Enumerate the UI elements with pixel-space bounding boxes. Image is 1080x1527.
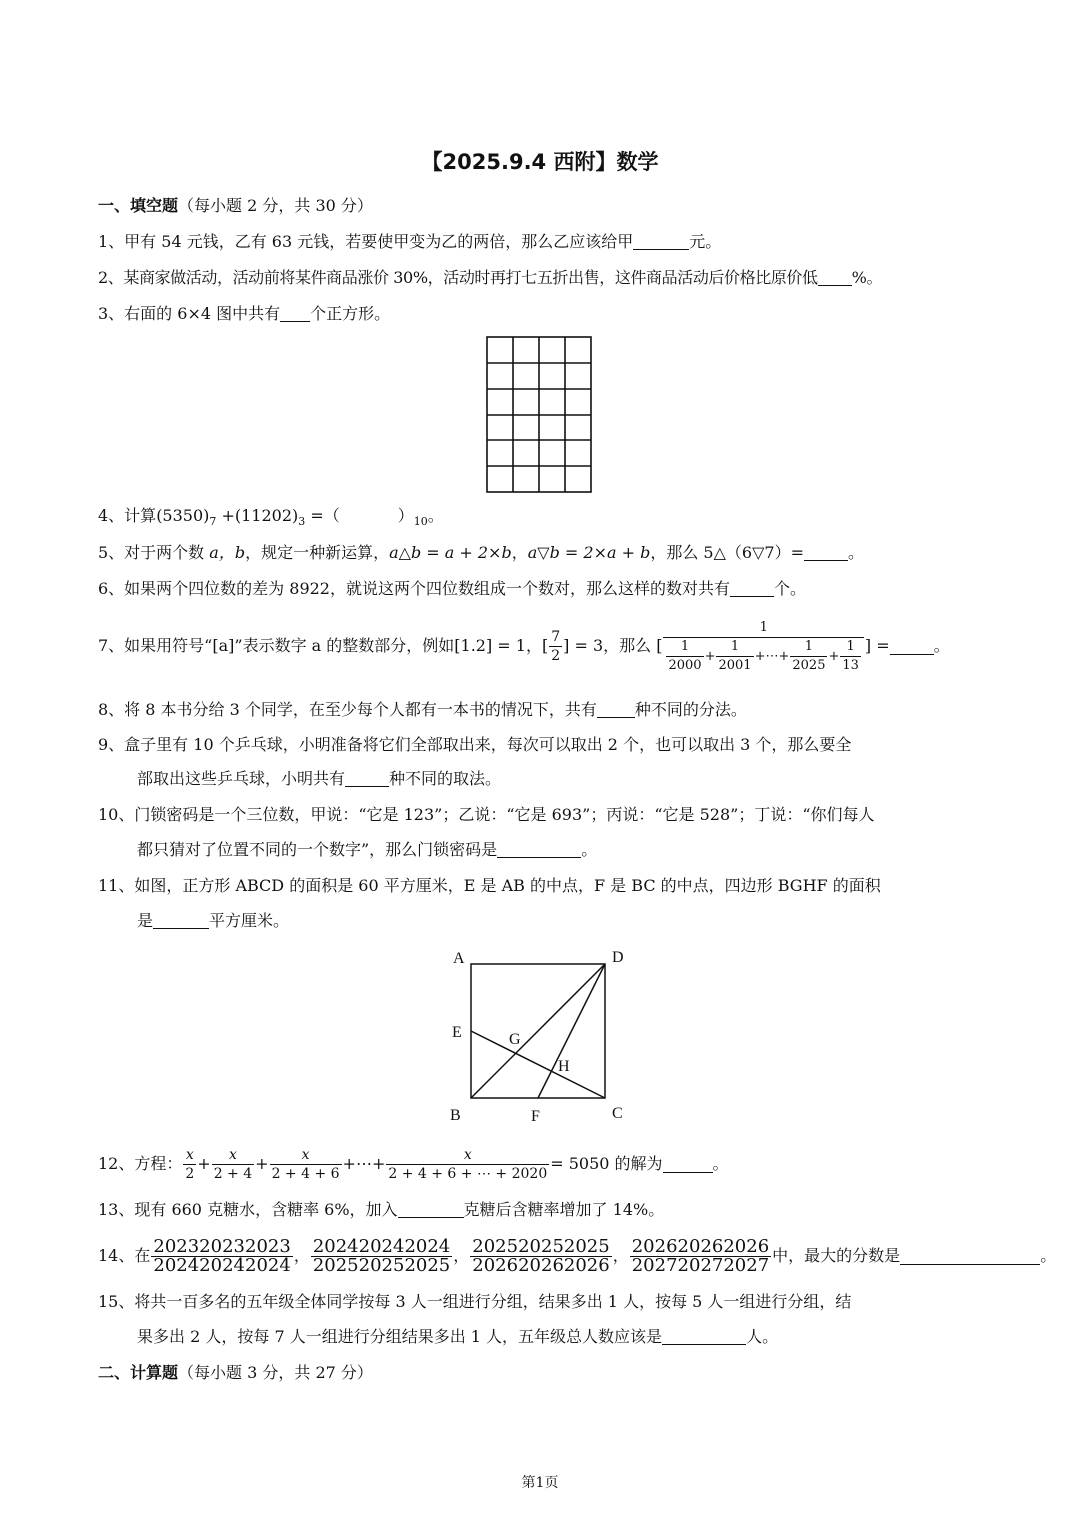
numerator: 1 bbox=[716, 638, 753, 657]
question-10-text-2: 都只猜对了位置不同的一个数字”，那么门锁密码是 bbox=[137, 840, 498, 859]
question-6-end: 个。 bbox=[774, 579, 807, 598]
separator: ， bbox=[453, 1246, 470, 1265]
equals-open: =（ bbox=[305, 506, 340, 525]
label-a: A bbox=[453, 950, 465, 967]
question-14 bbox=[98, 1232, 1056, 1280]
base3-number: +(11202) bbox=[216, 506, 299, 525]
question-4-text: 4、计算 bbox=[98, 506, 157, 525]
question-2-end: %。 bbox=[851, 268, 883, 287]
fraction-3 bbox=[470, 1238, 611, 1275]
denominator: 2 + 4 + 6 + ⋯ + 2020 bbox=[388, 1166, 548, 1182]
question-5-text-2: ，规定一种新运算， bbox=[245, 543, 390, 562]
denominator: 202520252025 bbox=[312, 1255, 451, 1276]
question-14-end: 。 bbox=[1040, 1246, 1057, 1265]
question-13-end: 克糖后含糖率增加了 14%。 bbox=[463, 1200, 665, 1219]
question-6 bbox=[98, 579, 806, 599]
question-6-text: 6、如果两个四位数的差为 8922，就说这两个四位数组成一个数对，那么这样的数对共有 bbox=[98, 579, 730, 598]
question-9-end: 种不同的取法。 bbox=[389, 769, 502, 788]
separator: ， bbox=[293, 1246, 310, 1265]
period: 。 bbox=[427, 506, 444, 525]
question-14-text-2: 中，最大的分数是 bbox=[772, 1246, 901, 1265]
nabla-operation: a▽b = 2×a + b bbox=[527, 543, 651, 562]
section-1-heading bbox=[98, 196, 373, 216]
label-g: G bbox=[509, 1031, 521, 1048]
question-7 bbox=[98, 614, 950, 684]
example-1: [1.2] = 1 bbox=[454, 636, 526, 655]
question-3-text: 3、右面的 6×4 图中共有 bbox=[98, 304, 281, 323]
term-4 bbox=[840, 638, 861, 675]
example-2-open: ，[ bbox=[525, 636, 549, 655]
question-2 bbox=[98, 268, 882, 288]
answer-blank bbox=[153, 912, 209, 929]
question-7-text-2: ，那么 [ bbox=[603, 636, 663, 655]
big-numerator: 1 bbox=[663, 619, 863, 638]
variables: a，b bbox=[209, 543, 246, 562]
question-8-end: 种不同的分法。 bbox=[634, 700, 747, 719]
question-14-text: 14、在 bbox=[98, 1246, 151, 1265]
label-f: F bbox=[531, 1108, 540, 1125]
fraction-2 bbox=[311, 1238, 452, 1275]
base7-subscript: 7 bbox=[209, 515, 217, 529]
question-11-text-2: 是 bbox=[137, 911, 154, 930]
denominator: 2025 bbox=[792, 657, 826, 673]
answer-blank bbox=[280, 305, 310, 322]
label-b: B bbox=[450, 1107, 461, 1124]
numerator: 7 bbox=[551, 629, 561, 645]
numerator: 1 bbox=[840, 638, 861, 657]
question-8 bbox=[98, 700, 747, 720]
denominator: 2 + 4 bbox=[213, 1166, 253, 1182]
answer-blank bbox=[398, 1201, 464, 1218]
big-fraction bbox=[663, 619, 863, 675]
question-1-end: 元。 bbox=[689, 232, 722, 251]
answer-blank bbox=[890, 638, 934, 655]
question-13-text: 13、现有 660 克糖水，含糖率 6%，加入 bbox=[98, 1200, 398, 1219]
question-15-text: 15、将共一百多名的五年级全体同学按每 3 人一组进行分组，结果多出 1 人，按每 5 人一组进行分组，结 bbox=[98, 1292, 852, 1311]
question-10-line-2 bbox=[137, 840, 597, 860]
question-5-end: 。 bbox=[847, 543, 864, 562]
numerator: 202520252025 bbox=[472, 1236, 610, 1257]
question-7-end: 。 bbox=[933, 636, 950, 655]
question-10-end: 。 bbox=[581, 840, 598, 859]
answer-blank bbox=[633, 233, 689, 250]
answer-blank bbox=[663, 1156, 713, 1173]
close-paren: ） bbox=[397, 506, 414, 525]
triangle-operation: a△b = a + 2×b bbox=[389, 543, 512, 562]
question-9-line-1 bbox=[98, 735, 851, 755]
page-number: 第1页 bbox=[521, 1475, 559, 1491]
numerator: x bbox=[386, 1146, 549, 1165]
question-10-line-1 bbox=[98, 805, 875, 825]
question-9-line-2 bbox=[137, 769, 501, 789]
question-11-line-2 bbox=[137, 911, 289, 931]
question-5 bbox=[98, 543, 864, 563]
question-3-end: 个正方形。 bbox=[310, 304, 391, 323]
diagonal-bd bbox=[471, 964, 605, 1098]
segment-df bbox=[538, 964, 605, 1098]
fraction-x-over-2-plus-4-plus-6 bbox=[270, 1146, 342, 1183]
question-10-text: 10、门锁密码是一个三位数，甲说：“它是 123”；乙说：“它是 693”；丙说：“它是 528”；丁说：“你们每人 bbox=[98, 805, 875, 824]
answer-blank bbox=[497, 841, 581, 858]
question-5-text: 5、对于两个数 bbox=[98, 543, 205, 562]
question-11-line-1 bbox=[98, 876, 881, 896]
answer-blank bbox=[804, 544, 848, 561]
separator: ， bbox=[612, 1246, 629, 1265]
answer-blank bbox=[818, 269, 852, 286]
question-5-text-3: ，那么 5△（6▽7）= bbox=[650, 543, 804, 562]
label-d: D bbox=[612, 949, 624, 966]
numerator: x bbox=[212, 1146, 254, 1165]
label-c: C bbox=[612, 1105, 623, 1122]
denominator: 202420242024 bbox=[153, 1255, 291, 1276]
question-7-equals: ] = bbox=[864, 636, 890, 655]
question-12: 12、方程： $\frac{x}{2}$ + $\frac{x}{2 + 4}$ + $\frac{x}{2 + 4 + 6}$ +⋯+ $\frac{x}{2 + 4 + 6 + \cdots + 2020}$ = 5050 的解为 。 bbox=[98, 1147, 729, 1182]
answer-blank bbox=[597, 701, 635, 718]
square-abcd-figure bbox=[440, 940, 640, 1130]
question-13 bbox=[98, 1200, 664, 1220]
section-1-label: 一、填空题 bbox=[98, 196, 179, 215]
question-15-text-2: 果多出 2 人，按每 7 人一组进行分组结果多出 1 人，五年级总人数应该是 bbox=[137, 1327, 663, 1346]
answer-blank bbox=[345, 770, 389, 787]
fraction-x-over-2-plus-4 bbox=[212, 1146, 254, 1183]
question-15-line-2 bbox=[137, 1327, 778, 1347]
numerator: x bbox=[183, 1146, 196, 1165]
question-15-line-1 bbox=[98, 1292, 851, 1312]
denominator: 2 bbox=[551, 648, 561, 664]
question-9-text-2: 部取出这些乒乓球，小明共有 bbox=[137, 769, 346, 788]
comma: ， bbox=[511, 543, 528, 562]
denominator: 2000 bbox=[668, 657, 702, 673]
question-1-text: 1、甲有 54 元钱，乙有 63 元钱，若要使甲变为乙的两倍，那么乙应该给甲 bbox=[98, 232, 634, 251]
numerator: x bbox=[270, 1146, 342, 1165]
question-9-text: 9、盒子里有 10 个乒乓球，小明准备将它们全部取出来，每次可以取出 2 个，也可以取出 3 个，那么要全 bbox=[98, 735, 852, 754]
ellipsis: +⋯+ bbox=[342, 1154, 386, 1173]
question-12-end: 。 bbox=[712, 1154, 729, 1173]
section-1-note: （每小题 2 分，共 30 分） bbox=[178, 196, 373, 215]
label-e: E bbox=[452, 1024, 462, 1041]
term-3 bbox=[790, 638, 827, 675]
answer-blank bbox=[900, 1248, 1040, 1265]
question-4 bbox=[98, 506, 444, 532]
question-12-text: 12、方程： bbox=[98, 1154, 183, 1173]
numerator: 202620262026 bbox=[631, 1236, 770, 1257]
fraction-x-over-2 bbox=[183, 1146, 196, 1183]
question-1 bbox=[98, 232, 721, 252]
question-7-text: 7、如果用符号“[a]”表示数字 a 的整数部分，例如 bbox=[98, 636, 455, 655]
denominator: 13 bbox=[842, 657, 859, 673]
big-denominator: $\frac{1}{2000}$ + $\frac{1}{2001}$ +⋯+ $\frac{1}{2025}$ + $\frac{1}{13}$ bbox=[668, 638, 859, 673]
term-2 bbox=[716, 638, 753, 675]
denominator: 2001 bbox=[718, 657, 752, 673]
denominator: 2 + 4 + 6 bbox=[271, 1166, 340, 1182]
numerator: 202420242024 bbox=[312, 1236, 451, 1257]
answer-blank bbox=[662, 1328, 746, 1345]
question-15-end: 人。 bbox=[746, 1327, 779, 1346]
fraction-4 bbox=[630, 1238, 771, 1275]
term-1 bbox=[666, 638, 703, 675]
ellipsis: +⋯+ bbox=[754, 648, 790, 664]
section-2-note: （每小题 3 分，共 27 分） bbox=[178, 1363, 373, 1382]
question-11-end: 平方厘米。 bbox=[209, 911, 290, 930]
fraction-7-over-2 bbox=[549, 628, 562, 665]
numerator: 202320232023 bbox=[153, 1236, 291, 1257]
numerator: 1 bbox=[666, 638, 703, 657]
question-3 bbox=[98, 304, 390, 324]
question-11-text: 11、如图，正方形 ABCD 的面积是 60 平方厘米，E 是 AB 的中点，F 是 BC 的中点，四边形 BGHF 的面积 bbox=[98, 876, 881, 895]
base7-number: (5350) bbox=[156, 506, 210, 525]
base10-subscript: 10 bbox=[413, 515, 428, 529]
base3-subscript: 3 bbox=[298, 515, 306, 529]
denominator: 202620262026 bbox=[472, 1255, 610, 1276]
segment-ec bbox=[471, 1031, 605, 1098]
question-2-text: 2、某商家做活动，活动前将某件商品涨价 30%，活动时再打七五折出售，这件商品活动后价格比原价低 bbox=[98, 268, 818, 287]
fraction-1 bbox=[151, 1238, 292, 1275]
example-2-close: ] = 3 bbox=[563, 636, 604, 655]
question-8-text: 8、将 8 本书分给 3 个同学，在至少每个人都有一本书的情况下，共有 bbox=[98, 700, 597, 719]
numerator: 1 bbox=[790, 638, 827, 657]
question-12-text-2: = 5050 的解为 bbox=[550, 1154, 663, 1173]
denominator: 2 bbox=[185, 1166, 195, 1182]
section-2-label: 二、计算题 bbox=[98, 1363, 179, 1382]
answer-blank bbox=[730, 580, 774, 597]
label-h: H bbox=[558, 1058, 570, 1075]
denominator: 202720272027 bbox=[631, 1255, 770, 1276]
grid-figure-6x4 bbox=[486, 336, 592, 494]
page-title: 【2025.9.4 西附】数学 bbox=[421, 150, 659, 174]
section-2-heading bbox=[98, 1363, 373, 1383]
fraction-x-over-sum bbox=[386, 1146, 549, 1183]
